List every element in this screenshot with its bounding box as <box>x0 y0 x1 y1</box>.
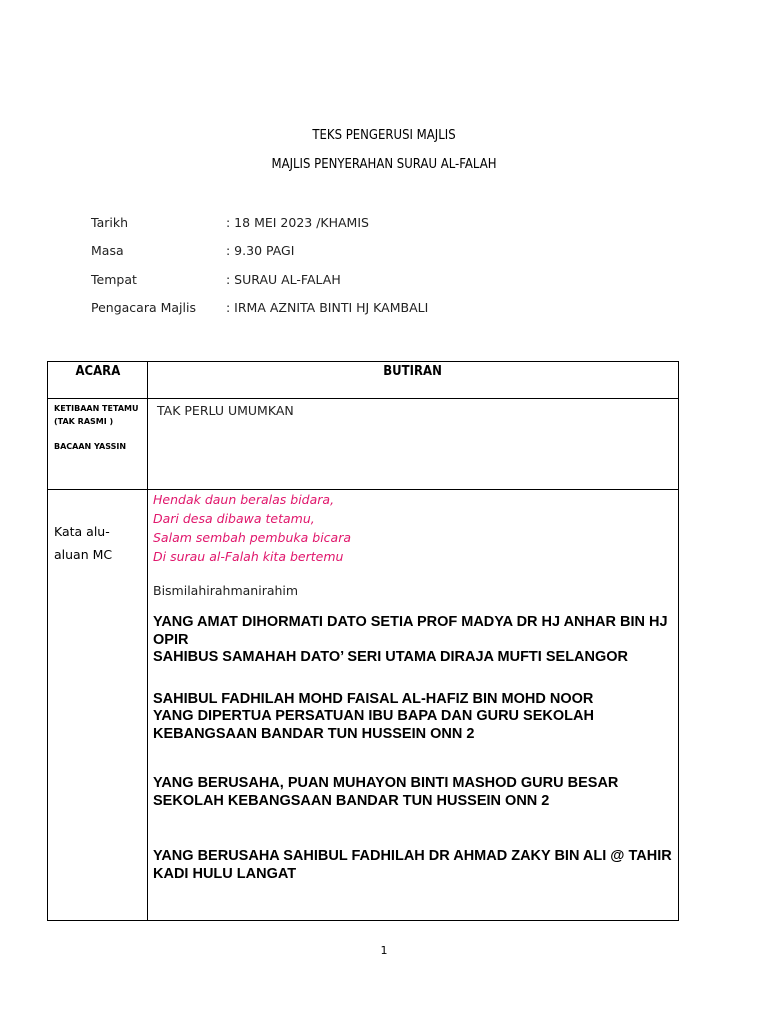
greeting-line: KADI HULU LANGAT <box>153 865 297 882</box>
acara-line: (TAK RASMI ) <box>54 417 114 426</box>
greeting-line: SAHIBUL FADHILAH MOHD FAISAL AL-HAFIZ BIN MOHD NOOR <box>153 690 594 707</box>
table-row <box>48 399 679 490</box>
info-value: : SURAU AL-FALAH <box>226 272 341 287</box>
info-label: Pengacara Majlis <box>91 300 196 315</box>
info-label: Masa <box>91 243 124 258</box>
bismillah-text: Bismilahirahmanirahim <box>153 583 299 598</box>
table-header-row <box>48 362 679 399</box>
butiran-text: TAK PERLU UMUMKAN <box>157 403 294 418</box>
greeting-line: YANG AMAT DIHORMATI DATO SETIA PROF MADYA DR HJ ANHAR BIN HJ OPIR <box>153 614 668 648</box>
info-value: : IRMA AZNITA BINTI HJ KAMBALI <box>226 300 429 315</box>
acara-cell <box>48 399 148 490</box>
greeting-line: YANG BERUSAHA SAHIBUL FADHILAH DR AHMAD ZAKY BIN ALI @ TAHIR <box>153 848 672 864</box>
info-label: Tempat <box>91 272 137 287</box>
greeting-line: YANG BERUSAHA, PUAN MUHAYON BINTI MASHOD GURU BESAR SEKOLAH KEBANGSAAN BANDAR TUN HUSSEIN ONN 2 <box>153 775 619 809</box>
pantun-line: Di surau al-Falah kita bertemu <box>153 549 344 564</box>
document-subtitle: MAJLIS PENYERAHAN SURAU AL-FALAH <box>271 157 497 172</box>
acara-line: aluan MC <box>54 547 113 562</box>
info-value: : 18 MEI 2023 /KHAMIS <box>226 215 369 230</box>
column-header-acara: ACARA <box>48 362 148 399</box>
acara-line: BACAAN YASSIN <box>54 442 127 451</box>
greeting-line: SAHIBUS SAMAHAH DATO’ SERI UTAMA DIRAJA MUFTI SELANGOR <box>153 649 629 665</box>
page-number: 1 <box>380 944 388 957</box>
table-row <box>48 490 679 921</box>
acara-line: KETIBAAN TETAMU <box>54 404 139 413</box>
pantun-line: Salam sembah pembuka bicara <box>153 530 352 545</box>
info-label: Tarikh <box>91 215 128 230</box>
greeting-line: YANG DIPERTUA PERSATUAN IBU BAPA DAN GURU SEKOLAH KEBANGSAAN BANDAR TUN HUSSEIN ONN 2 <box>153 708 594 742</box>
butiran-cell <box>148 399 679 490</box>
document-title: TEKS PENGERUSI MAJLIS <box>312 128 456 143</box>
pantun <box>153 490 678 566</box>
acara-cell <box>48 490 148 921</box>
pantun-line: Hendak daun beralas bidara, <box>153 492 335 507</box>
info-value: : 9.30 PAGI <box>226 243 295 258</box>
program-table <box>47 361 679 921</box>
butiran-cell <box>148 490 679 921</box>
column-header-butiran: BUTIRAN <box>148 362 679 399</box>
acara-line: Kata alu- <box>54 524 110 539</box>
pantun-line: Dari desa dibawa tetamu, <box>153 511 315 526</box>
